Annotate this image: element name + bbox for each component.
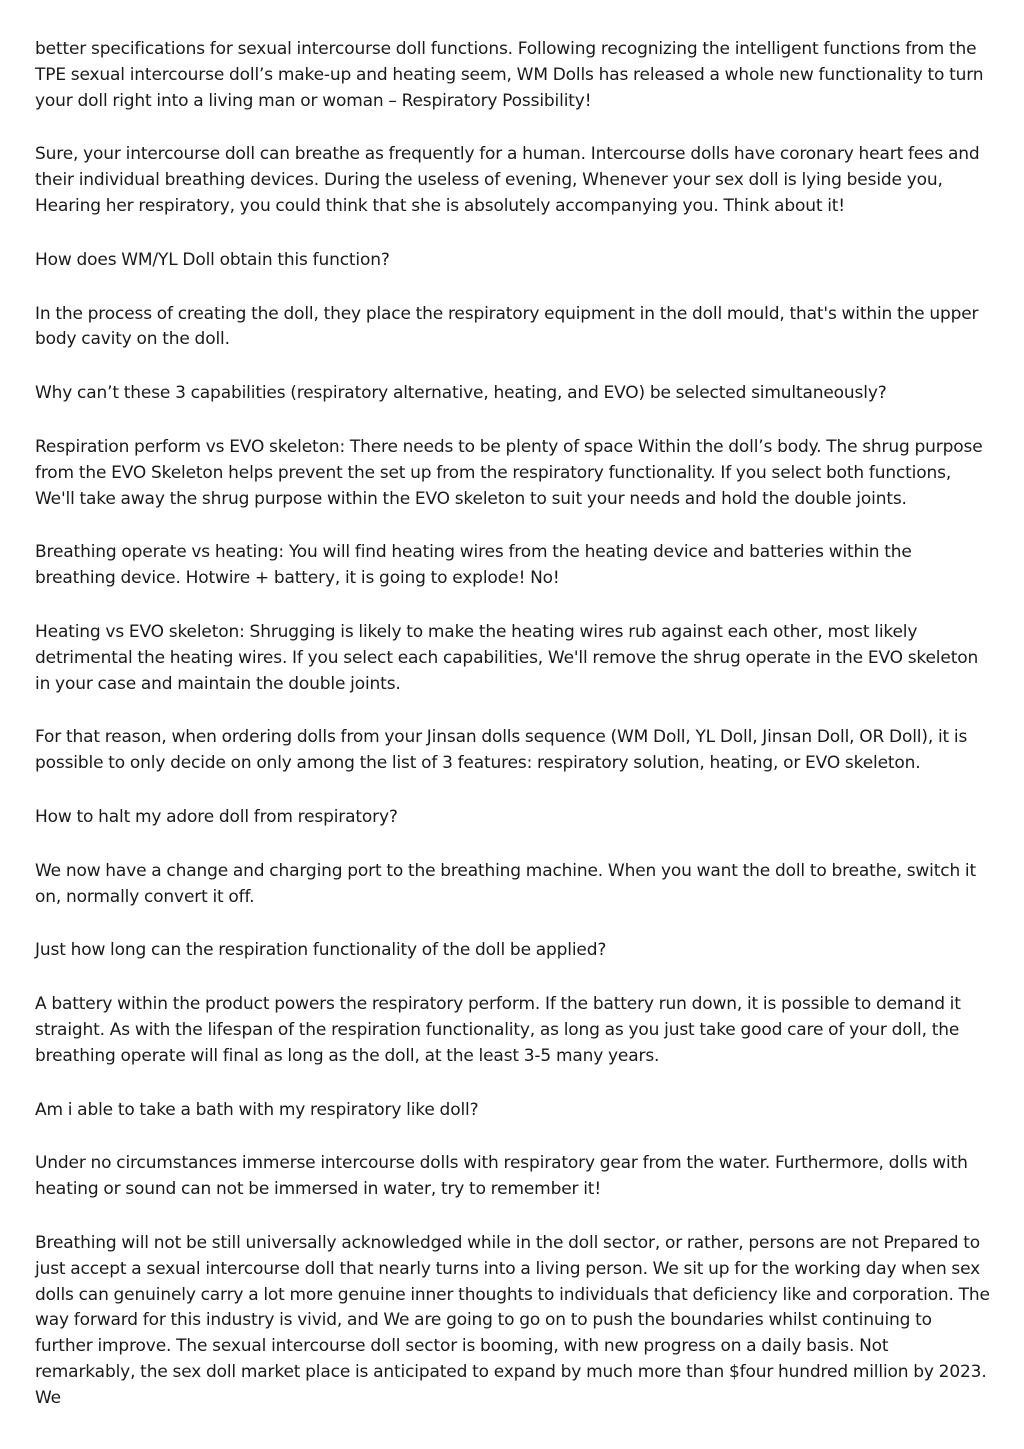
question-how-long: Just how long can the respiration functionality of the doll be applied? xyxy=(35,940,607,961)
paragraph-breathe-like-human: Sure, your intercourse doll can breathe as frequently for a human. Intercourse dolls have coronary heart fees and their individual breathing devices. During the useless of evening, Whenever your sex doll is lying beside you, Hearing her respiratory, you could think that she is absolutely accompanying you. Think about it! xyxy=(35,144,980,216)
question-how-obtain-function: How does WM/YL Doll obtain this function? xyxy=(35,249,390,270)
answer-how-obtain-function: In the process of creating the doll, they place the respiratory equipment in the doll mould, that's within the upper body cavity on the doll. xyxy=(35,303,979,350)
question-bath: Am i able to take a bath with my respiratory like doll? xyxy=(35,1099,479,1120)
answer-how-long: A battery within the product powers the respiratory perform. If the battery run down, it is possible to demand it straight. As with the lifespan of the respiration functionality, as long as you just take good care of your doll, the breathing operate will final as long as the doll, at the least 3-5 many years. xyxy=(35,994,961,1066)
question-how-halt: How to halt my adore doll from respiratory? xyxy=(35,806,398,827)
answer-bath: Under no circumstances immerse intercourse dolls with respiratory gear from the water. Furthermore, dolls with heating or sound can not be immersed in water, try to remember it! xyxy=(35,1153,968,1200)
paragraph-heating-vs-evo: Heating vs EVO skeleton: Shrugging is likely to make the heating wires rub against each other, most likely detrimental the heating wires. If you select each capabilities, We'll remove the shrug operate in the EVO skeleton in your case and maintain the double joints. xyxy=(35,621,979,694)
paragraph-ordering-choice: For that reason, when ordering dolls from your Jinsan dolls sequence (WM Doll, YL Doll, Jinsan Doll, OR Doll), it is possible to only decide on only among the list of 3 features: respiratory solution, heating, or EVO skeleton. xyxy=(35,727,968,774)
question-why-not-simultaneous: Why can’t these 3 capabilities (respiratory alternative, heating, and EVO) be selected simultaneously? xyxy=(35,383,887,404)
answer-how-halt: We now have a change and charging port to the breathing machine. When you want the doll to breathe, switch it on, normally convert it off. xyxy=(35,860,977,907)
paragraph-respiration-vs-evo: Respiration perform vs EVO skeleton: There needs to be plenty of space Within the doll’s body. The shrug purpose from the EVO Skeleton helps prevent the set up from the respiratory functionality. If you select both functions, We'll take away the shrug purpose within the EVO skeleton to suit your needs and hold the double joints. xyxy=(35,436,983,509)
paragraph-breathing-vs-heating: Breathing operate vs heating: You will find heating wires from the heating device and batteries within the breathing device. Hotwire + battery, it is going to explode! No! xyxy=(35,542,912,589)
paragraph-industry-outlook: Breathing will not be still universally acknowledged while in the doll sector, or rather, persons are not Prepared to just accept a sexual intercourse doll that nearly turns into a living person. We sit up for the working day when sex dolls can genuinely carry a lot more genuine inner thoughts to individuals that deficiency like and corporation. The way forward for this industry is vivid, and We are going to go on to push the boundaries whilst continuing to further improve. The sexual intercourse doll sector is booming, with new progress on a daily basis. Not remarkably, the sex doll market place is anticipated to expand by much more than $four hundred million by 2023. We xyxy=(35,1232,990,1408)
paragraph-intro-breathing-feature: better specifications for sexual intercourse doll functions. Following recognizing the intelligent functions from the TPE sexual intercourse doll’s make-up and heating seem, WM Dolls has released a whole new functionality to turn your doll right into a living man or woman – Respiratory Possibility! xyxy=(35,39,984,111)
